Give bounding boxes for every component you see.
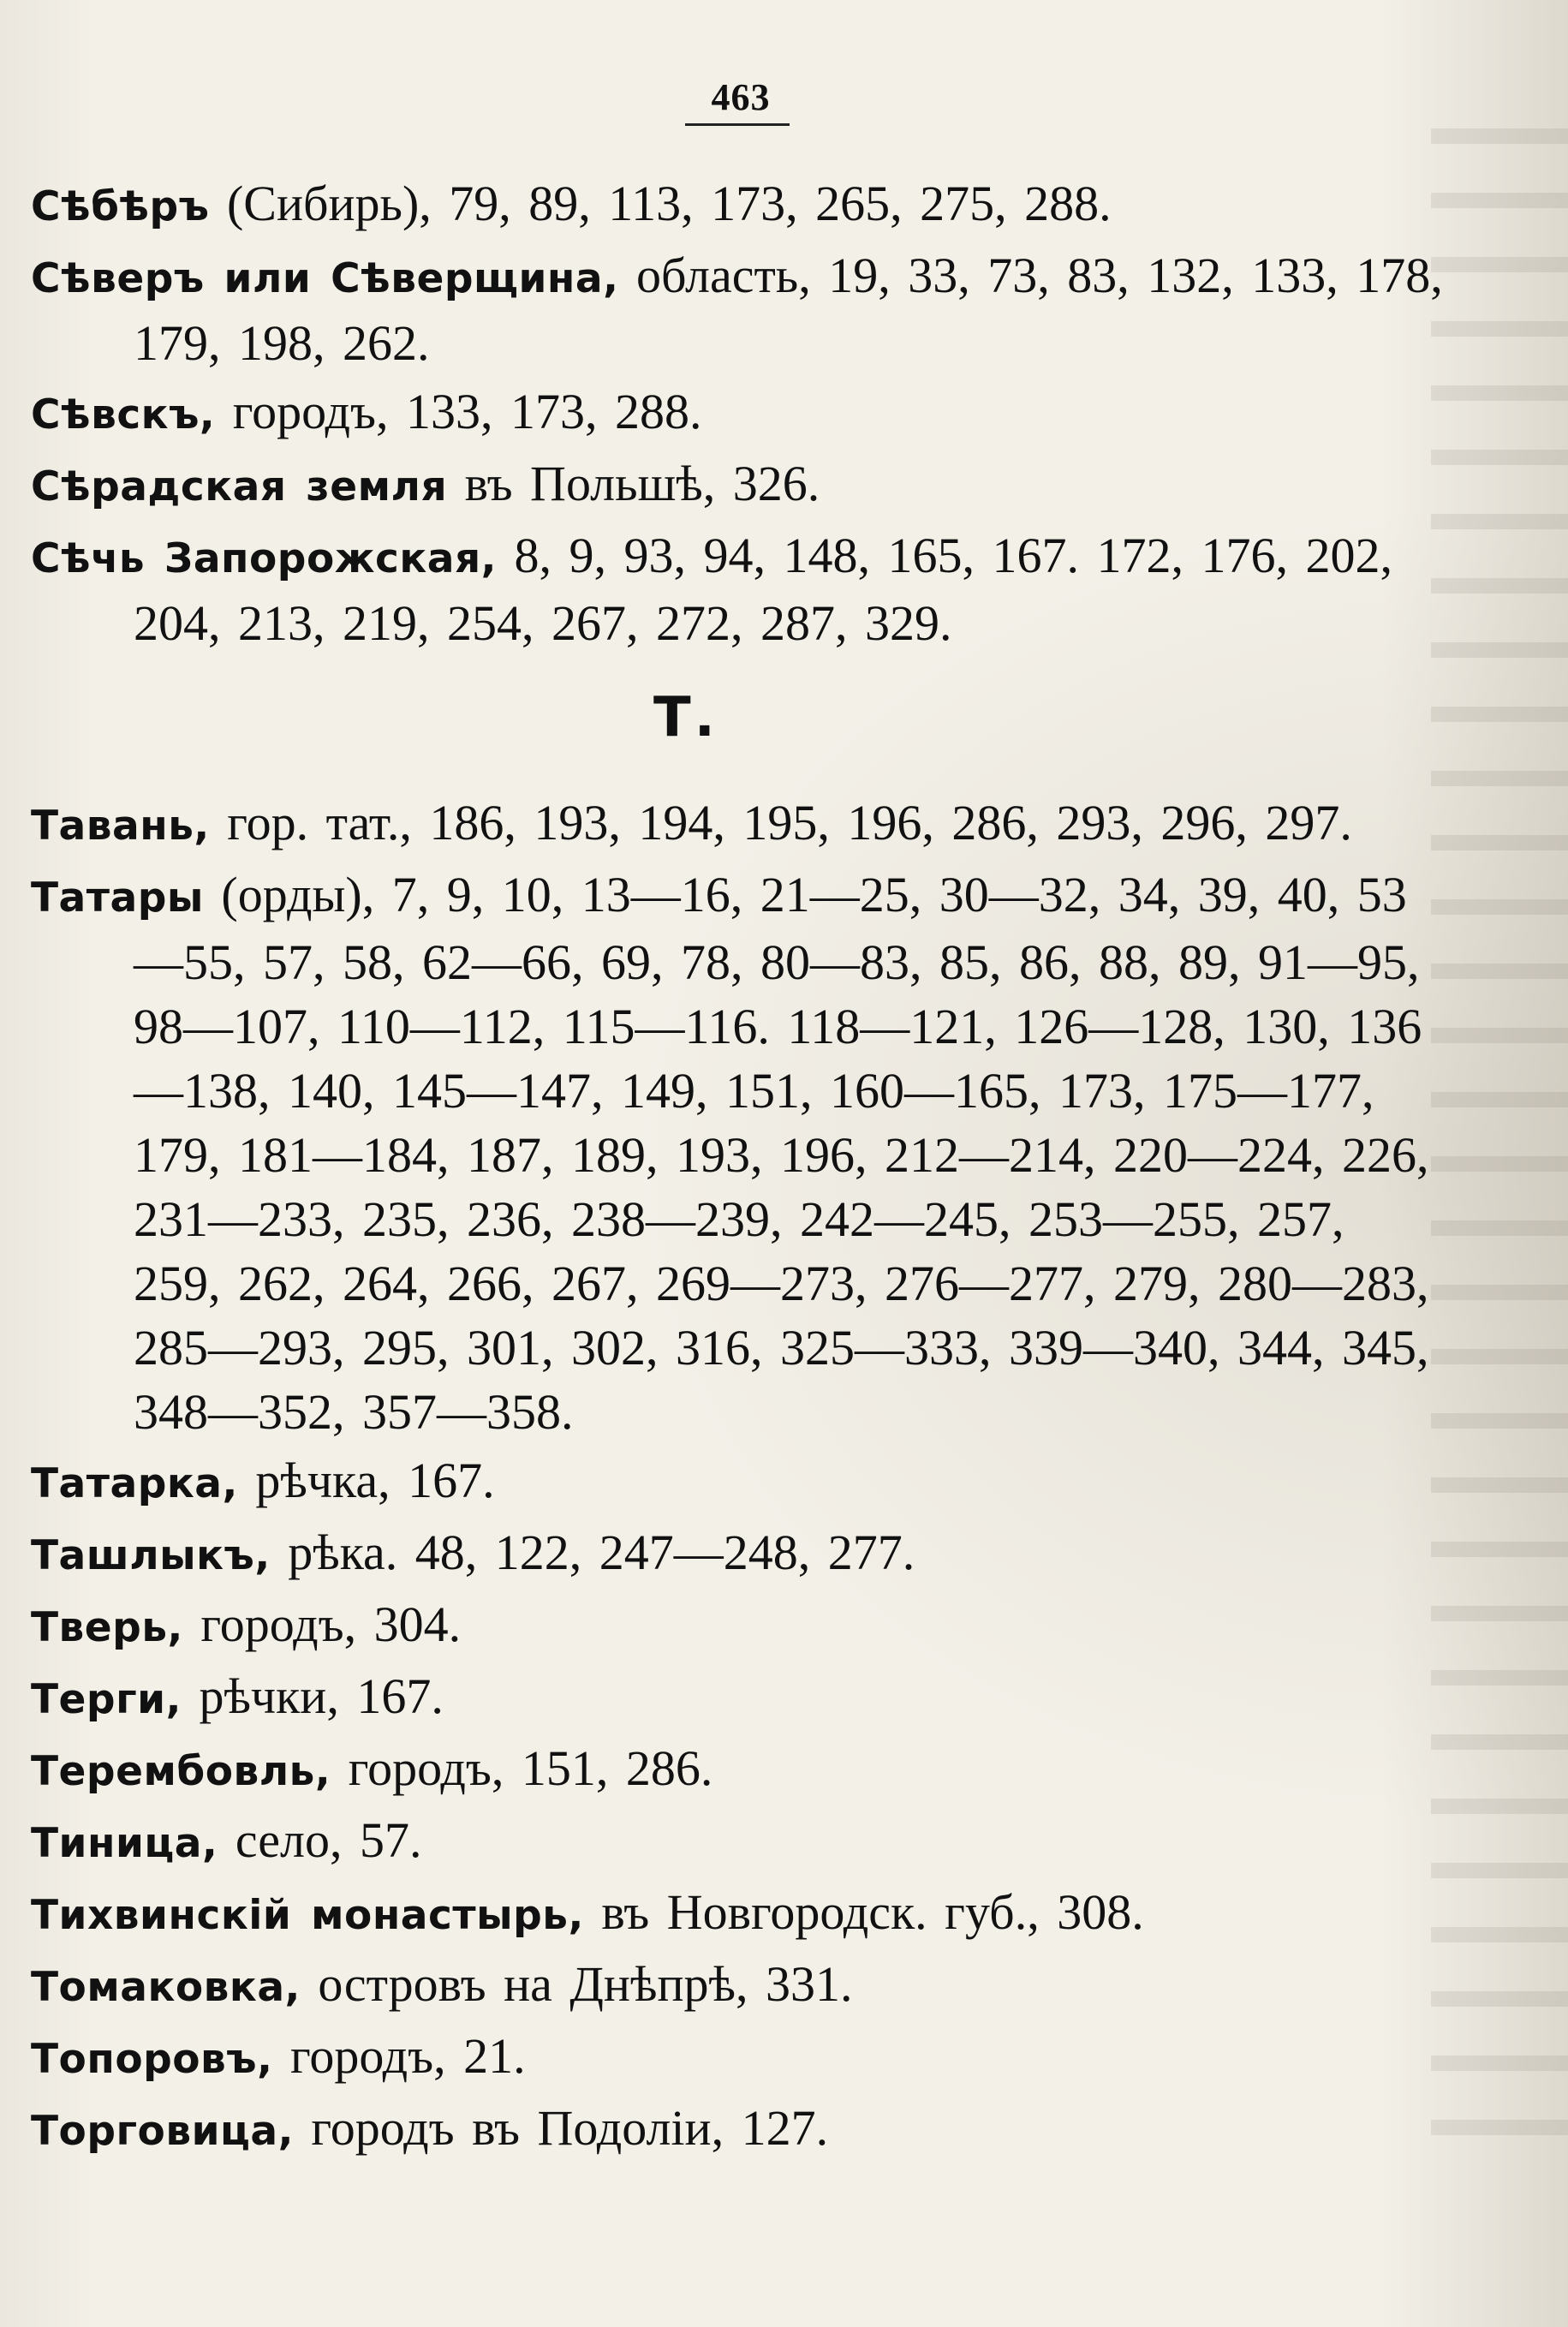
entry-references: область, 19, 33, 73, 83, 132, 133, 178, 179, 198, 262. bbox=[134, 248, 1443, 371]
index-entry bbox=[31, 862, 1444, 1444]
entry-headword: Сѣвскъ, bbox=[31, 391, 216, 439]
entry-references: рѣка. 48, 122, 247—248, 277. bbox=[270, 1524, 915, 1580]
index-entry bbox=[31, 1952, 1444, 2020]
index-entry bbox=[31, 171, 1444, 239]
entry-headword: Тавань, bbox=[31, 803, 210, 850]
entry-references: въ Польшѣ, 326. bbox=[447, 456, 820, 511]
entry-references: городъ въ Подоліи, 127. bbox=[293, 2100, 829, 2156]
entry-references: островъ на Днѣпрѣ, 331. bbox=[300, 1956, 853, 2012]
entry-references: городъ, 151, 286. bbox=[331, 1740, 713, 1796]
entry-headword: Татары bbox=[31, 874, 204, 922]
entry-references: рѣчка, 167. bbox=[237, 1453, 495, 1508]
entry-headword: Томаковка, bbox=[31, 1964, 301, 2011]
index-entry bbox=[31, 1520, 1444, 1588]
entry-references: село, 57. bbox=[218, 1812, 422, 1868]
entry-headword: Сѣрадская земля bbox=[31, 463, 448, 510]
entry-headword: Ташлыкъ, bbox=[31, 1532, 271, 1579]
entry-headword: Терги, bbox=[31, 1676, 182, 1723]
index-entry bbox=[31, 1808, 1444, 1876]
index-entries bbox=[31, 171, 1444, 2168]
entry-headword: Сѣверъ или Сѣверщина, bbox=[31, 255, 619, 302]
entry-headword: Топоровъ, bbox=[31, 2036, 273, 2083]
entry-headword: Сѣчь Запорожская, bbox=[31, 535, 498, 582]
entry-references: гор. тат., 186, 193, 194, 195, 196, 286, 293, 296, 297. bbox=[209, 795, 1352, 850]
index-entry bbox=[31, 523, 1444, 655]
entry-references: городъ, 21. bbox=[272, 2028, 526, 2084]
entry-references: (Сибирь), 79, 89, 113, 173, 265, 275, 288. bbox=[209, 176, 1112, 231]
entry-headword: Тихвинскій монастырь, bbox=[31, 1892, 584, 1939]
index-entry bbox=[31, 1880, 1444, 1948]
entry-references: городъ, 304. bbox=[182, 1596, 462, 1652]
index-entry bbox=[31, 1664, 1444, 1732]
section-letter: Т. bbox=[653, 686, 718, 749]
entry-references: рѣчки, 167. bbox=[181, 1668, 444, 1724]
entry-headword: Тверь, bbox=[31, 1604, 183, 1651]
bleed-through-shadow bbox=[1431, 128, 1568, 2184]
entry-headword: Торговица, bbox=[31, 2108, 294, 2155]
index-entry bbox=[31, 791, 1444, 858]
index-entry bbox=[31, 379, 1444, 447]
entry-references: (орды), 7, 9, 10, 13—16, 21—25, 30—32, 34, 39, 40, 53—55, 57, 58, 62—66, 69, 78, 80—83, 85, 86, 88, 89, 91—95, 98—107, 110—112, 115—116. 118—121, 126—128, 130, 136—138, 140, 145—147, 149, 151, 160—165, 173, 175—177, 179, 181—184, 187, 189, 193, 196, 212—214, 220—224, 226, 231—233, 235, 236, 238—239, 242—245, 253—255, 257, 259, 262, 264, 266, 267, 269—273, 276—277, 279, 280—283, 285—293, 295, 301, 302, 316, 325—333, 339—340, 344, 345, 348—352, 357—358. bbox=[134, 867, 1429, 1440]
index-entry bbox=[31, 1736, 1444, 1804]
index-entry bbox=[31, 1592, 1444, 1660]
index-entry bbox=[31, 2096, 1444, 2163]
index-entry bbox=[31, 1448, 1444, 1516]
entry-headword: Терембовль, bbox=[31, 1748, 331, 1795]
entry-references: 8, 9, 93, 94, 148, 165, 167. 172, 176, 202, 204, 213, 219, 254, 267, 272, 287, 329. bbox=[134, 528, 1393, 651]
index-entry bbox=[31, 243, 1444, 375]
entry-references: городъ, 133, 173, 288. bbox=[215, 384, 702, 439]
entry-headword: Татарка, bbox=[31, 1460, 238, 1507]
entry-headword: Тиница, bbox=[31, 1820, 218, 1867]
page-number-rule bbox=[685, 123, 790, 126]
index-entry bbox=[31, 451, 1444, 519]
page-number: 463 bbox=[711, 76, 771, 118]
entry-headword: Сѣбѣръ bbox=[31, 183, 210, 230]
index-entry bbox=[31, 2024, 1444, 2091]
entry-references: въ Новгородск. губ., 308. bbox=[583, 1884, 1144, 1940]
